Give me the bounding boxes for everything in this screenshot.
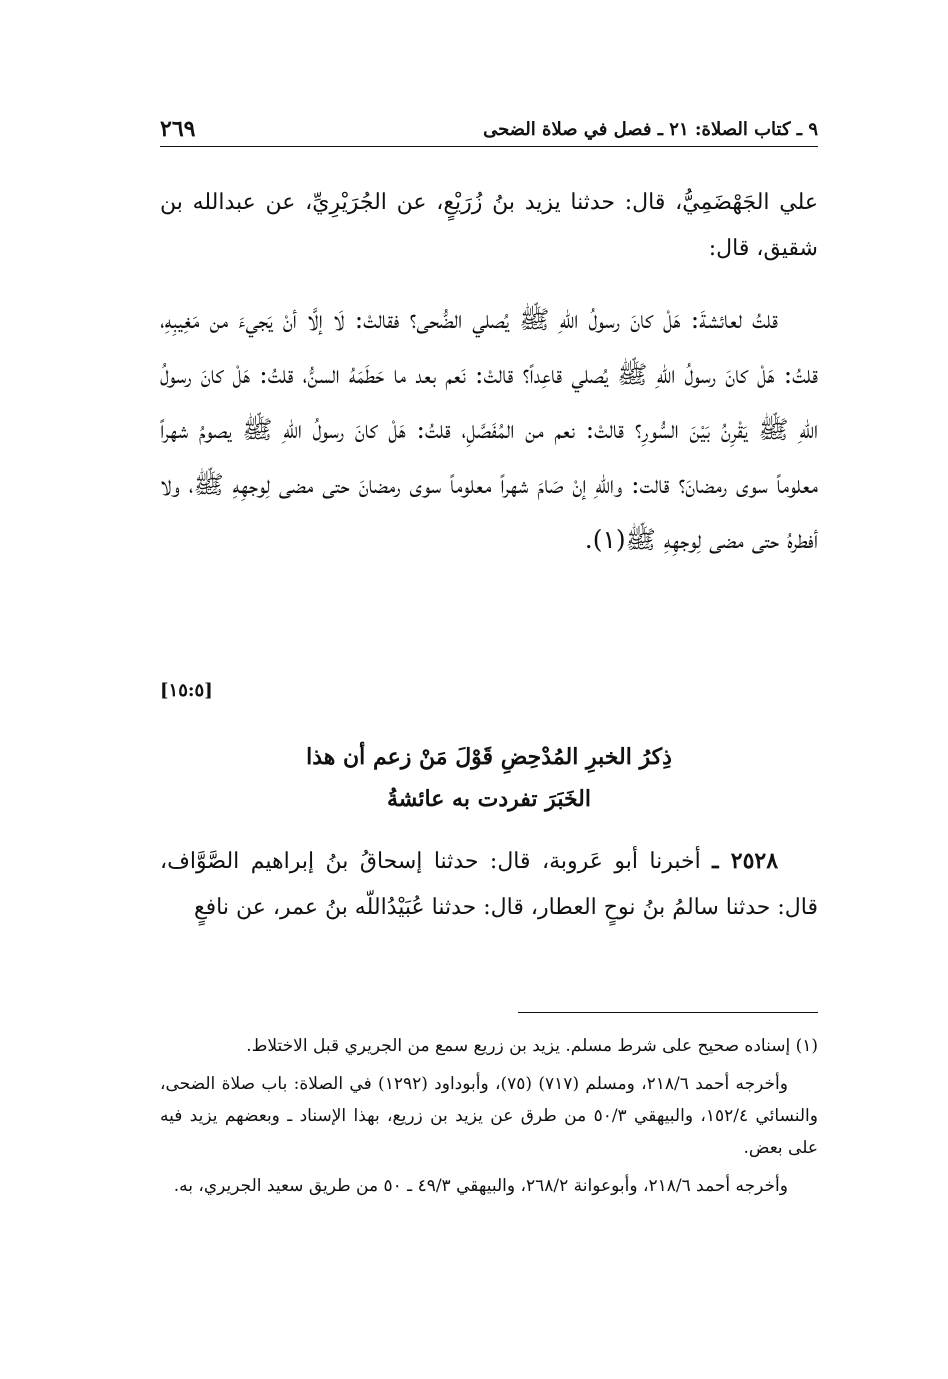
- chapter-title: ٩ ـ كتاب الصلاة: ٢١ ـ فصل في صلاة الضحى: [483, 119, 818, 140]
- footnote-3: وأخرجه أحمد ٢١٨/٦، وأبوعوانة ٢٦٨/٢، والبيهقي ٤٩/٣ ـ ٥٠ من طريق سعيد الجريري، به.: [173, 1176, 788, 1196]
- hadith-number: ٢٥٢٨ ـ: [712, 848, 779, 874]
- running-header: [160, 112, 818, 147]
- chapter-heading-line-1: ذِكرُ الخبرِ المُدْحِضِ قَوْلَ مَنْ زعم أن هذا: [306, 744, 672, 770]
- next-hadith-text: أخبرنا أبو عَروبة، قال: حدثنا إسحاقُ بنُ إبراهيم الصَّوَّاف، قال: حدثنا سالمُ بنُ نوحٍ العطار، قال: حدثنا عُبَيْدُاللّه بنُ عمر، عن نافعٍ: [160, 849, 818, 920]
- isnad-text: علي الجَهْضَمِيُّ، قال: حدثنا يزيد بنُ زُرَيْعٍ، عن الجُرَيْرِيِّ، عن عبدالله بن شقيق، قال:: [160, 190, 818, 261]
- chapter-heading: [160, 736, 818, 820]
- footnote-divider: [518, 1012, 818, 1013]
- page-number: ٢٦٩: [160, 116, 196, 142]
- chapter-heading-line-2: الخَبَرَ تفردت به عائشةُ: [387, 786, 591, 812]
- hadith-text: قلتُ لعائشةَ: هَلْ كانَ رسولُ اللّهِ ﷺ يُصلي الضُّحى؟ فقالتْ: لَا إلَّا أنْ يَجيءَ من مَغِيبِهِ، قلتُ: هَلْ كانَ رسولُ اللّهِ ﷺ يُصلي قاعِداً؟ قالتْ: نَعم بعد ما حَطَمَهُ السنُّ، قلتُ: هَلْ كانَ رسولُ اللّهِ ﷺ يَقْرِنُ بَيْنَ السُّورِ؟ قالتْ: نعم من المُفَصَّلِ، قلتُ: هَلْ كانَ رسولُ اللّهِ ﷺ يصومُ شهراً معلوماً سوى رمضانَ؟ قالت: واللّهِ إنْ صَامَ شهراً معلوماً سوى رمضانَ حتى مضى لِوجهِهِ ﷺ، ولا أفطرهُ حتى مضى لِوجهِهِ ﷺ(١).: [160, 305, 818, 554]
- next-hadith: [160, 838, 818, 931]
- footnote-1: (١) إسناده صحيح على شرط مسلم. يزيد بن زريع سمع من الجريري قبل الاختلاط.: [246, 1036, 818, 1056]
- footnote-2: وأخرجه أحمد ٢١٨/٦، ومسلم (٧١٧) (٧٥)، وأبوداود (١٢٩٢) في الصلاة: باب صلاة الضحى، والنسائي ١٥٢/٤، والبيهقي ٥٠/٣ من طرق عن يزيد بن زريع، بهذا الإسناد ـ وبعضهم يزيد فيه على بعض.: [160, 1074, 818, 1158]
- reference-number: [١٥:٥]: [160, 680, 213, 701]
- footnotes: [160, 1030, 818, 1208]
